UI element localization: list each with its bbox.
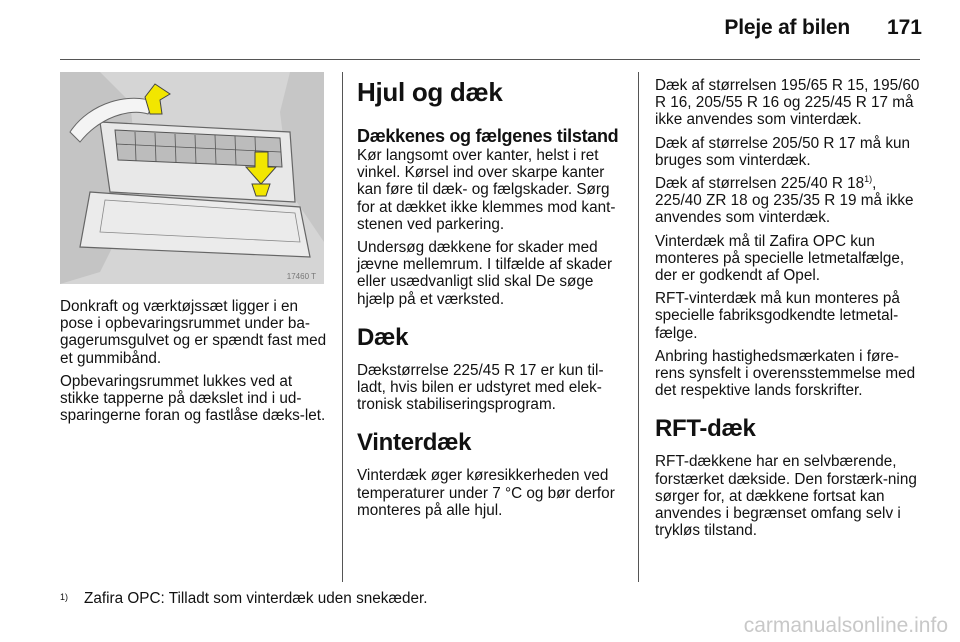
section-title: Hjul og dæk — [357, 77, 503, 107]
trunk-storage-illustration — [60, 72, 324, 284]
trunk-storage-drawing — [60, 72, 324, 284]
paragraph-winter-only: Dæk af størrelse 205/50 R 17 må kun bruges som vinterdæk. — [655, 134, 911, 169]
heading-tyres: Dæk — [357, 323, 409, 351]
footnote-mark: 1) — [60, 592, 69, 602]
paragraph-tyre-condition-1: Kør langsomt over kanter, helst i ret vinkel. Kørsel ind over skarpe kanter kan føre til dæk- og fælgskader. Sørg for at dækket ikke klemmes mod kant-stenen ved parkering. — [357, 147, 616, 233]
heading-rft-tyres: RFT-dæk — [655, 415, 756, 443]
header-title: Pleje af bilen — [724, 16, 850, 39]
column-3 — [655, 77, 923, 545]
paragraph-size-225-40 — [655, 175, 923, 227]
paragraph-closing-storage: Opbevaringsrummet lukkes ved at stikke tapperne på dækslet ind i ud-sparingerne foran og fastlåse dæks-let. — [60, 372, 326, 425]
paragraph-not-winter-sizes: Dæk af størrelsen 195/65 R 15, 195/60 R 16, 205/55 R 16 og 225/45 R 17 må ikke anvendes som vinterdæk. — [655, 77, 920, 129]
footnote-text: Zafira OPC: Tilladt som vinterdæk uden snekæder. — [84, 590, 428, 607]
paragraph-jack-storage: Donkraft og værktøjssæt ligger i en pose i opbevaringsrummet under ba-gagerumsgulvet og er spændt fast med et gummibånd. — [60, 298, 327, 367]
column-1 — [60, 298, 330, 430]
page-number: 171 — [886, 16, 922, 39]
column-divider-left — [342, 72, 343, 582]
footnote — [60, 590, 428, 607]
paragraph-rft-tyres: RFT-dækkene har en selvbærende, forstærket dækside. Den forstærk-ning sørger for, at dækkene fortsat kan anvendes i begrænset omfang selv i trykløs tilstand. — [655, 453, 917, 540]
column-divider-right — [638, 72, 639, 582]
heading-tyre-condition: Dækkenes og fælgenes tilstand — [357, 126, 619, 146]
header-rule — [60, 59, 920, 60]
heading-winter-tyres: Vinterdæk — [357, 429, 472, 457]
figure-code: 17460 T — [286, 272, 316, 281]
text-225-40-before: Dæk af størrelsen 225/40 R 18 — [655, 175, 865, 193]
footnote-reference: 1) — [864, 173, 873, 184]
column-2 — [357, 77, 627, 525]
paragraph-tyres: Dækstørrelse 225/45 R 17 er kun til-ladt, hvis bilen er udstyret med elek-tronisk stabiliseringsprogram. — [357, 361, 604, 414]
paragraph-speed-sticker: Anbring hastighedsmærkaten i føre-rens synsfelt i overensstemmelse med det respektive lands forskrifter. — [655, 347, 916, 400]
text-225-40-after: , 225/40 ZR 18 og 235/35 R 19 må ikke anvendes som vinterdæk. — [655, 175, 914, 227]
paragraph-rft-winter: RFT-vinterdæk må kun monteres på specielle fabriksgodkendte letmetal-fælge. — [655, 290, 900, 342]
watermark: carmanualsonline.info — [743, 614, 948, 637]
paragraph-zafira-opc: Vinterdæk må til Zafira OPC kun monteres på specielle letmetalfælge, der er godkendt af Opel. — [655, 232, 905, 285]
paragraph-tyre-condition-2: Undersøg dækkene for skader med jævne mellemrum. I tilfælde af skader eller usædvanligt slid skal De søge hjælp på et værksted. — [357, 239, 613, 308]
paragraph-winter-tyres: Vinterdæk øger køresikkerheden ved temperaturer under 7 °C og bør derfor monteres på alle hjul. — [357, 467, 615, 519]
